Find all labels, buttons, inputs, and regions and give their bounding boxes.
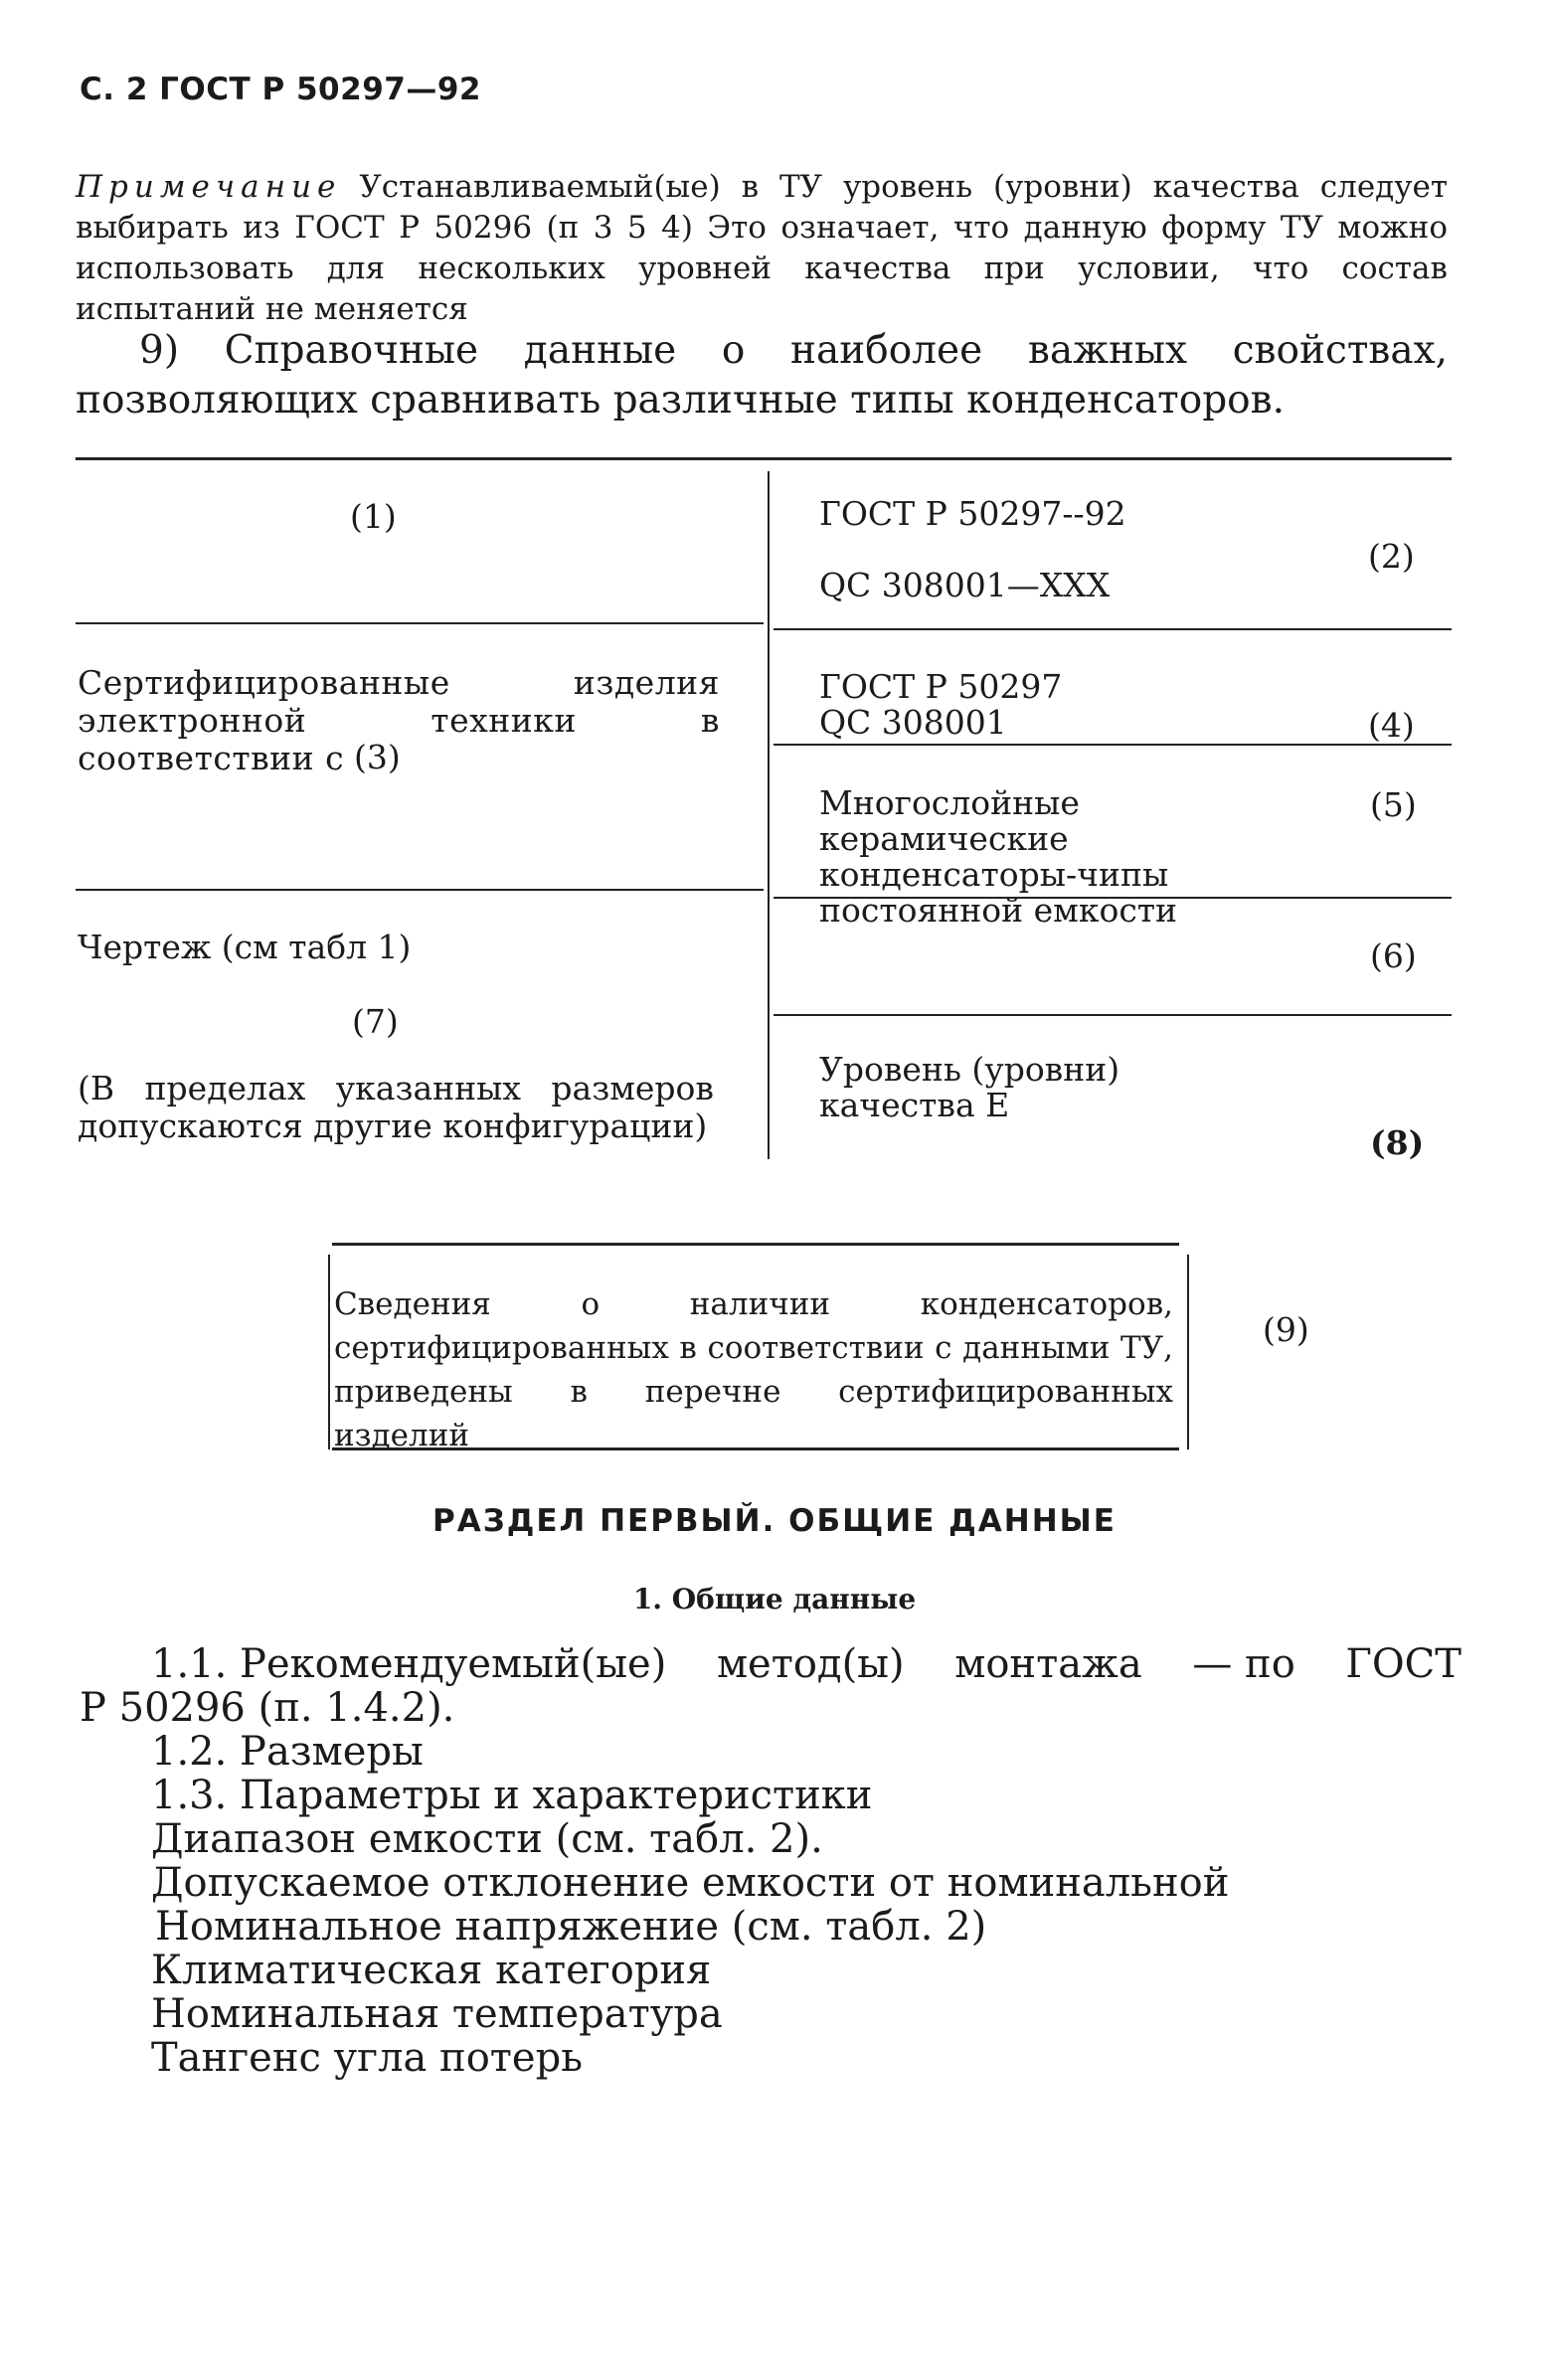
drawing-text: Чертеж (см табл 1) xyxy=(78,928,412,966)
list-item: Климатическая категория xyxy=(151,1948,712,1993)
box-marker-9: (9) xyxy=(1263,1310,1309,1349)
list-item: 1.2. Размеры xyxy=(151,1729,424,1775)
capacitors-text: Многослойные керамические конденсаторы-чипы постоянной емкости xyxy=(819,783,1178,930)
gost-designation-2: ГОСТ Р 50297 xyxy=(819,667,1063,706)
certified-text: Сертифицированные изделия электронной техники в соответствии с xyxy=(78,663,720,777)
quality-level-text: Уровень (уровни) качества Е xyxy=(819,1050,1120,1124)
rule-right-2 xyxy=(774,744,1452,746)
configs-text: (В пределах указанных размеров допускаются другие конфигурации) xyxy=(78,1069,714,1145)
list-item: Номинальное напряжение (см. табл. 2) xyxy=(155,1904,987,1950)
note-lead: Примечание xyxy=(76,169,342,205)
cell-marker-2: (2) xyxy=(1368,537,1415,576)
cell-marker-5: (5) xyxy=(1370,785,1417,824)
section-title: РАЗДЕЛ ПЕРВЫЙ. ОБЩИЕ ДАННЫЕ xyxy=(432,1503,1117,1539)
list-item: Диапазон емкости (см. табл. 2). xyxy=(151,1816,823,1862)
list-item: Тангенс угла потерь xyxy=(151,2035,583,2081)
item-1-1-part: монтажа xyxy=(954,1641,1142,1687)
section-subtitle: 1. Общие данные xyxy=(632,1583,917,1615)
cell-marker-1: (1) xyxy=(350,497,397,536)
list-item: 1.3. Параметры и характеристики xyxy=(151,1773,873,1818)
item-1-1-part: метод(ы) xyxy=(716,1641,905,1687)
note-text: Устанавливаемый(ые) в ТУ уровень (уровни) качества следует выбирать из ГОСТ Р 50296 (п 3 5 4) Это означает, что данную форму ТУ можно использовать для нескольких уровней качества при условии, что состав испытаний не меняется xyxy=(76,169,1448,327)
table-vertical-divider xyxy=(768,471,770,1159)
item-1-1-part: — по xyxy=(1192,1641,1295,1687)
rule-left-2 xyxy=(76,889,764,891)
paragraph-9: 9) Справочные данные о наиболее важных свойствах, позволяющих сравнивать различные типы конденсаторов. xyxy=(76,328,1448,423)
rule-left-1 xyxy=(76,622,764,624)
box-top-rule xyxy=(332,1243,1179,1246)
cell-marker-4: (4) xyxy=(1368,706,1415,745)
cell-marker-8: (8) xyxy=(1370,1123,1425,1162)
box-text: Сведения о наличии конденсаторов, сертифицированных в соответствии с данными ТУ, приведены в перечне сертифицированных изделий xyxy=(334,1286,1173,1453)
rule-right-4 xyxy=(774,1014,1452,1016)
list-item xyxy=(80,1642,1462,1686)
item-1-1-part: ГОСТ xyxy=(1345,1641,1462,1687)
rule-right-1 xyxy=(774,628,1452,630)
page-header: С. 2 ГОСТ Р 50297—92 xyxy=(80,72,481,107)
cell-marker-7: (7) xyxy=(352,1002,399,1041)
cell-marker-6: (6) xyxy=(1370,936,1417,975)
item-1-1-part: 1.1. Рекомендуемый(ые) xyxy=(151,1641,667,1687)
cell-marker-3: (3) xyxy=(354,738,401,776)
list-item: Номинальная температура xyxy=(151,1991,723,2037)
qc-designation-1: QC 308001—XXX xyxy=(819,566,1111,604)
table-top-rule xyxy=(76,457,1452,460)
note-paragraph xyxy=(76,167,1448,330)
qc-designation-2: QC 308001 xyxy=(819,703,1007,742)
list-item: Р 50296 (п. 1.4.2). xyxy=(80,1685,455,1731)
gost-designation-1: ГОСТ Р 50297--92 xyxy=(819,494,1126,533)
list-item: Допускаемое отклонение емкости от номинальной xyxy=(151,1860,1230,1906)
general-data-list xyxy=(80,1642,1462,2080)
